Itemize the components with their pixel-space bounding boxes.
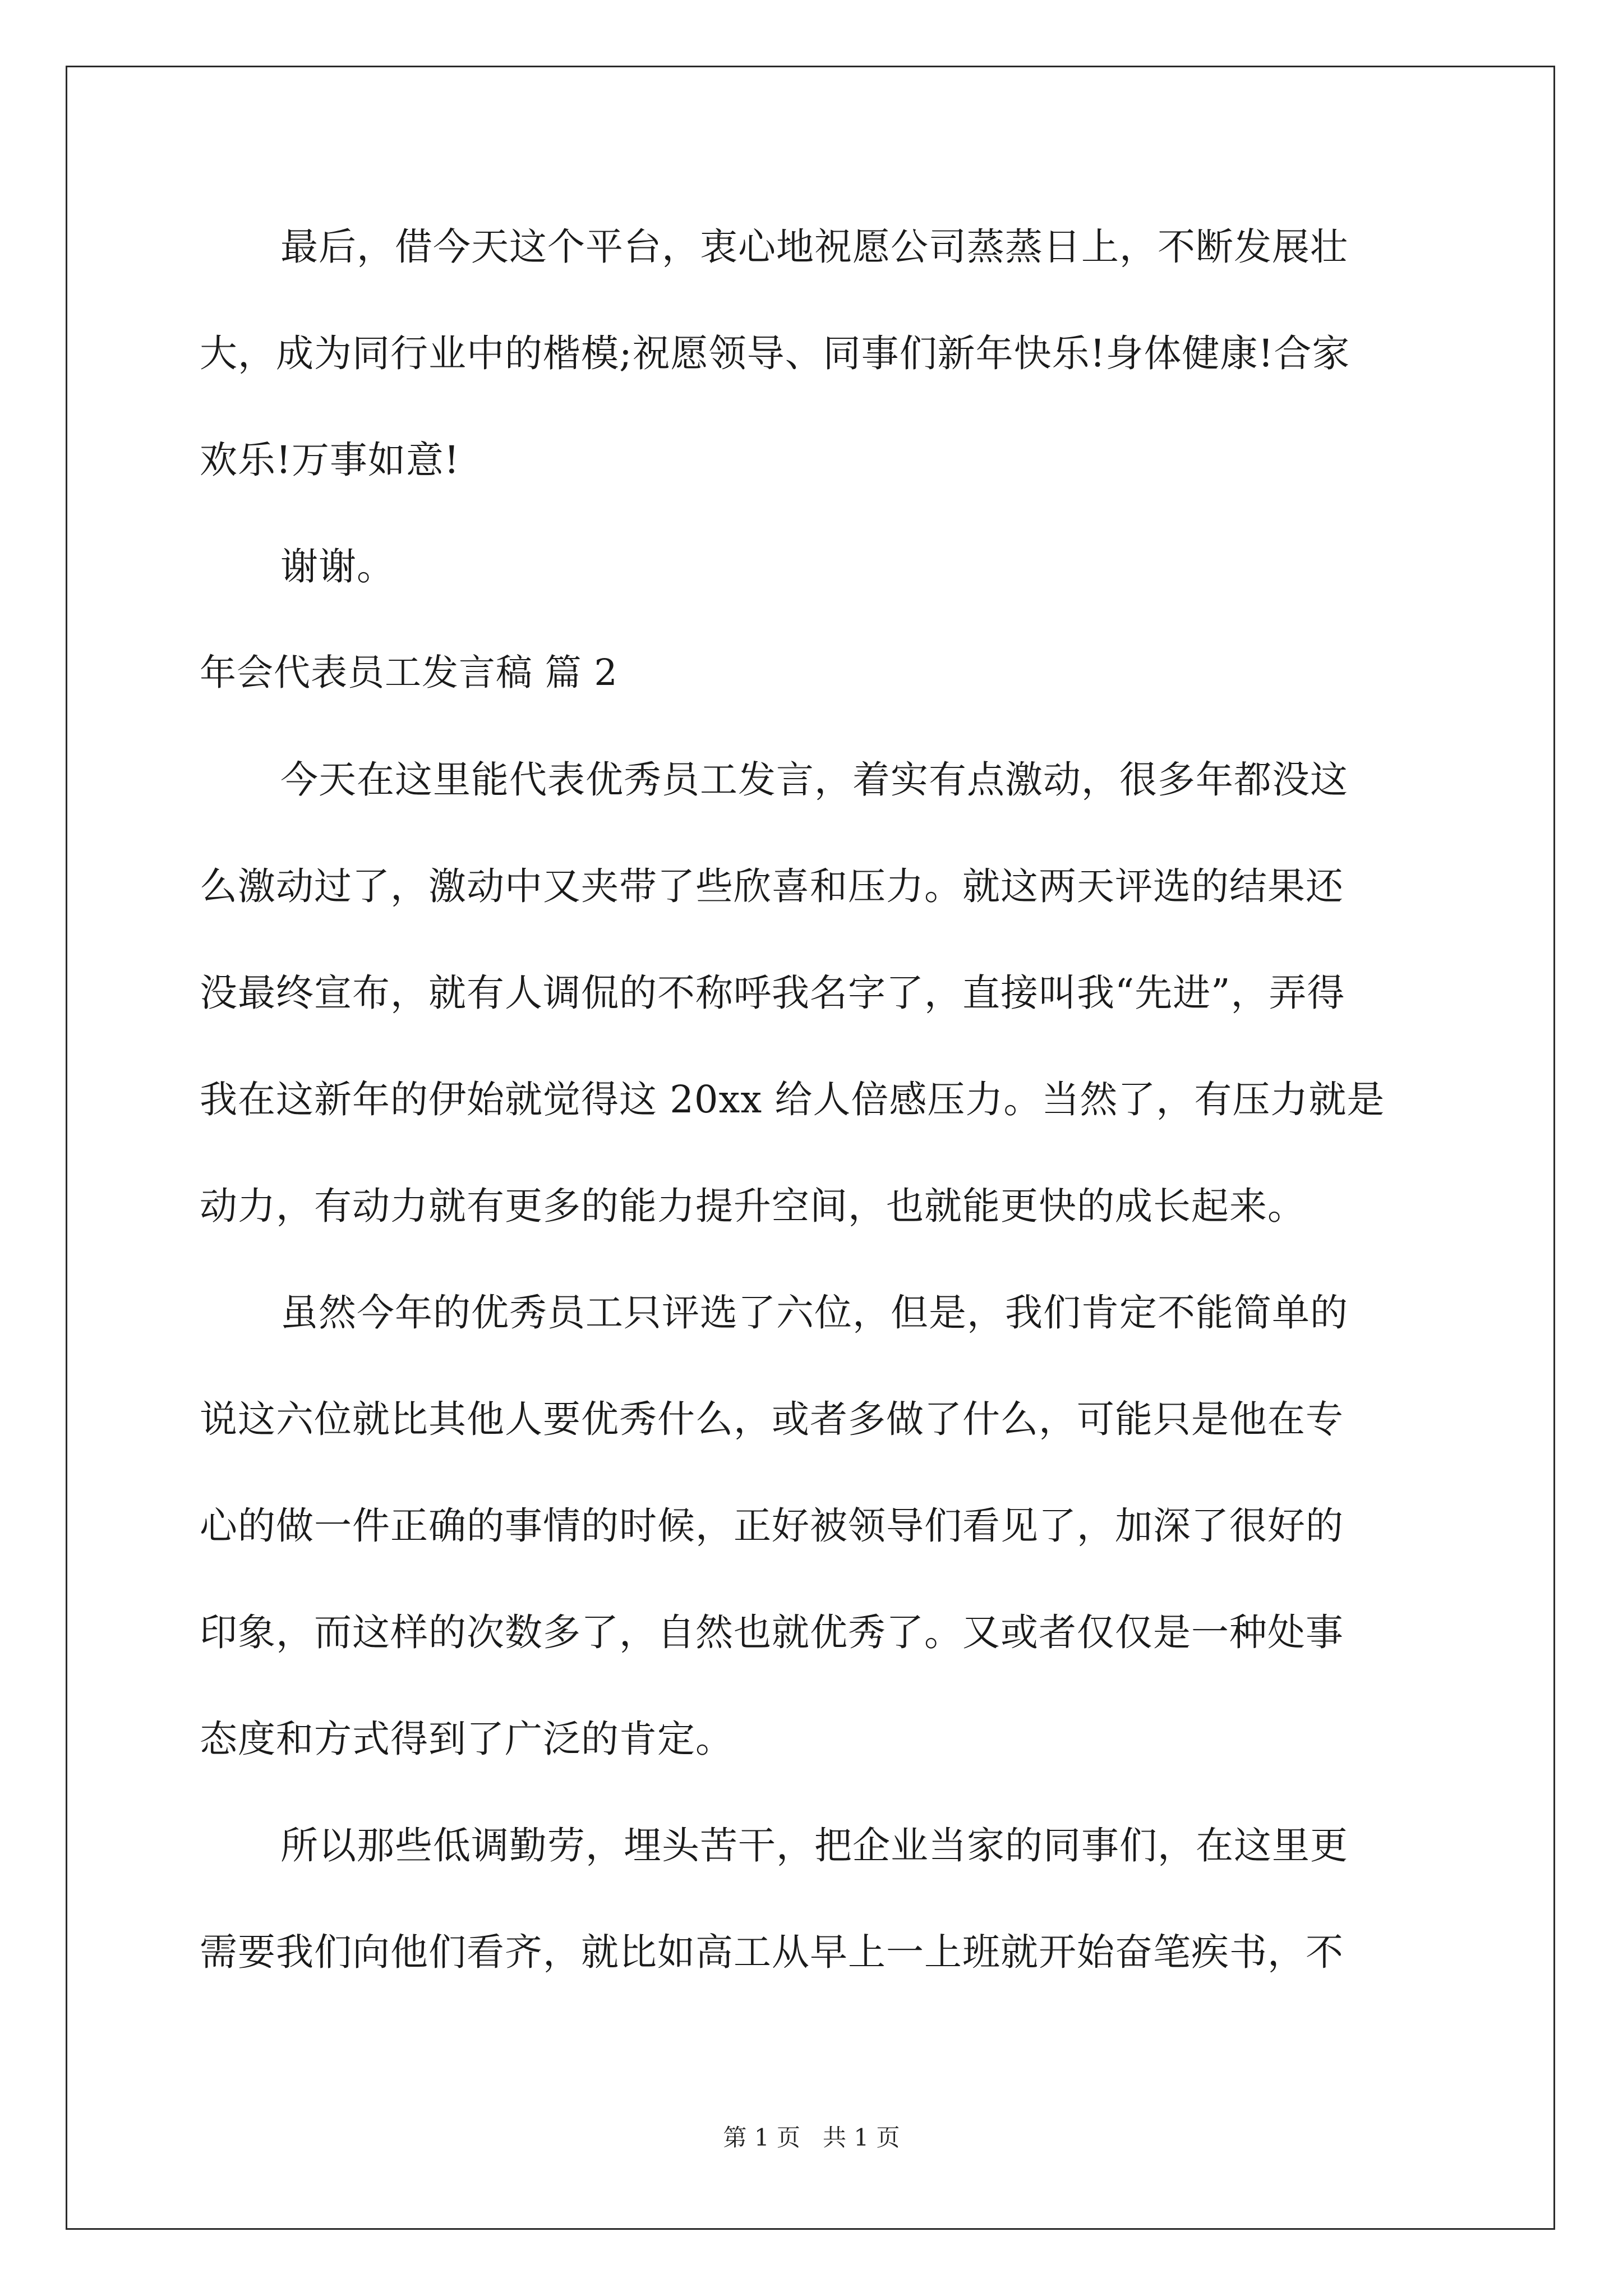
paragraph-line: 态度和方式得到了广泛的肯定。 (200, 1717, 734, 1761)
paragraph-line: 么激动过了，激动中又夹带了些欣喜和压力。就这两天评选的结果还 (200, 864, 1344, 908)
page-border (66, 66, 1555, 2230)
page-number-footer: 第 1 页 共 1 页 (723, 2124, 900, 2151)
paragraph-line: 没最终宣布，就有人调侃的不称呼我名字了，直接叫我“先进”，弄得 (200, 971, 1345, 1015)
paragraph-line: 心的做一件正确的事情的时候，正好被领导们看见了，加深了很好的 (200, 1504, 1344, 1548)
section-heading: 年会代表员工发言稿 篇 2 (200, 652, 618, 694)
paragraph-line: 大，成为同行业中的楷模;祝愿领导、同事们新年快乐!身体健康!合家 (200, 332, 1350, 375)
paragraph-line: 虽然今年的优秀员工只评选了六位，但是，我们肯定不能简单的 (280, 1291, 1348, 1335)
paragraph-line: 动力，有动力就有更多的能力提升空间，也就能更快的成长起来。 (200, 1184, 1306, 1228)
paragraph-line: 最后，借今天这个平台，衷心地祝愿公司蒸蒸日上，不断发展壮 (280, 225, 1348, 269)
paragraph-line: 我在这新年的伊始就觉得这 20xx 给人倍感压力。当然了，有压力就是 (200, 1078, 1385, 1121)
paragraph-line: 说这六位就比其他人要优秀什么，或者多做了什么，可能只是他在专 (200, 1397, 1344, 1441)
paragraph-line: 印象，而这样的次数多了，自然也就优秀了。又或者仅仅是一种处事 (200, 1611, 1344, 1654)
paragraph-line: 欢乐!万事如意! (200, 438, 460, 482)
paragraph-line: 需要我们向他们看齐，就比如高工从早上一上班就开始奋笔疾书，不 (200, 1930, 1344, 1974)
paragraph-line: 所以那些低调勤劳，埋头苦干，把企业当家的同事们，在这里更 (280, 1824, 1348, 1867)
paragraph-line: 今天在这里能代表优秀员工发言，着实有点激动，很多年都没这 (280, 758, 1348, 802)
paragraph-line: 谢谢。 (280, 545, 395, 588)
